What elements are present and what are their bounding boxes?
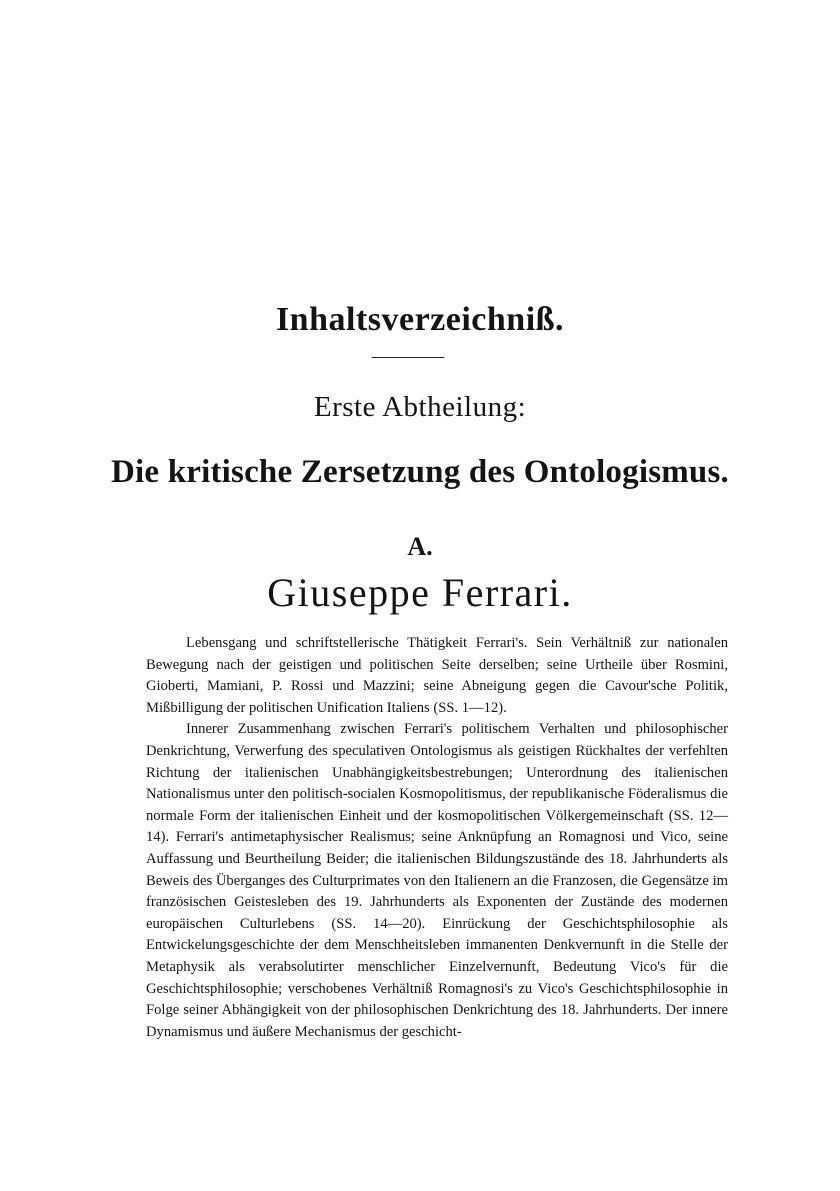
part-title: Die kritische Zersetzung des Ontologismus. [111,454,729,490]
toc-heading: Inhaltsverzeichniß. [275,301,565,338]
paragraph: Lebensgang und schriftstellerische Thätigkeit Ferrari's. Sein Verhältniß zur nationalen Bewegung nach der geistigen und politischen Seite derselben; seine Urtheile über Rosmini, Gioberti, Mamiani, P. Rossi und Mazzini; seine Abneigung gegen die Cavour'sche Politik, Mißbilligung der politischen Unification Italiens (SS. 1—12). [146,635,728,716]
section-heading: Erste Abtheilung: [313,391,527,423]
paragraph: Innerer Zusammenhang zwischen Ferrari's politischem Verhalten und philosophischer Denkrichtung, Verwerfung des speculativen Ontologismus als geistigen Rückhaltes der verfehlten Richtung der italienischen Unabhängigkeitsbestrebungen; Unterordnung des italienischen Nationalismus unter den politisch-socialen Kosmopolitismus, der republikanische Föderalismus die normale Form der italienischen Einheit und der kosmopolitischen Völkergemeinschaft (SS. 12—14). Ferrari's antimetaphysischer Realismus; seine Anknüpfung an Romagnosi und Vico, seine Auffassung und Beurtheilung Beider; die italienischen Bildungszustände des 18. Jahrhunderts als Beweis des Überganges des Culturprimates von den Italienern an die Franzosen, die Gegensätze im französischen Geistesleben des 19. Jahrhunderts als Exponenten der Zustände des modernen europäischen Culturlebens (SS. 14—20). Einrückung der Geschichtsphilosophie als Entwickelungsgeschichte der dem Menschheitsleben immanenten Denkvernunft in die Stelle der Metaphysik als verabsolutirter menschlicher Einzelvernunft, Bedeutung Vico's für die Geschichtsphilosophie; verschobenes Verhältniß Romagnosi's zu Vico's Geschichtsphilosophie in Folge seiner Abhängigkeit von der philosophischen Denkrichtung des 18. Jahrhunderts. Der innere Dynamismus und äußere Mechanismus der geschicht- [146,721,728,1040]
subsection-letter: A. [407,532,433,561]
heading-divider [372,357,444,358]
subsection-name: Giuseppe Ferrari. [267,570,573,615]
body-text [146,633,728,1043]
